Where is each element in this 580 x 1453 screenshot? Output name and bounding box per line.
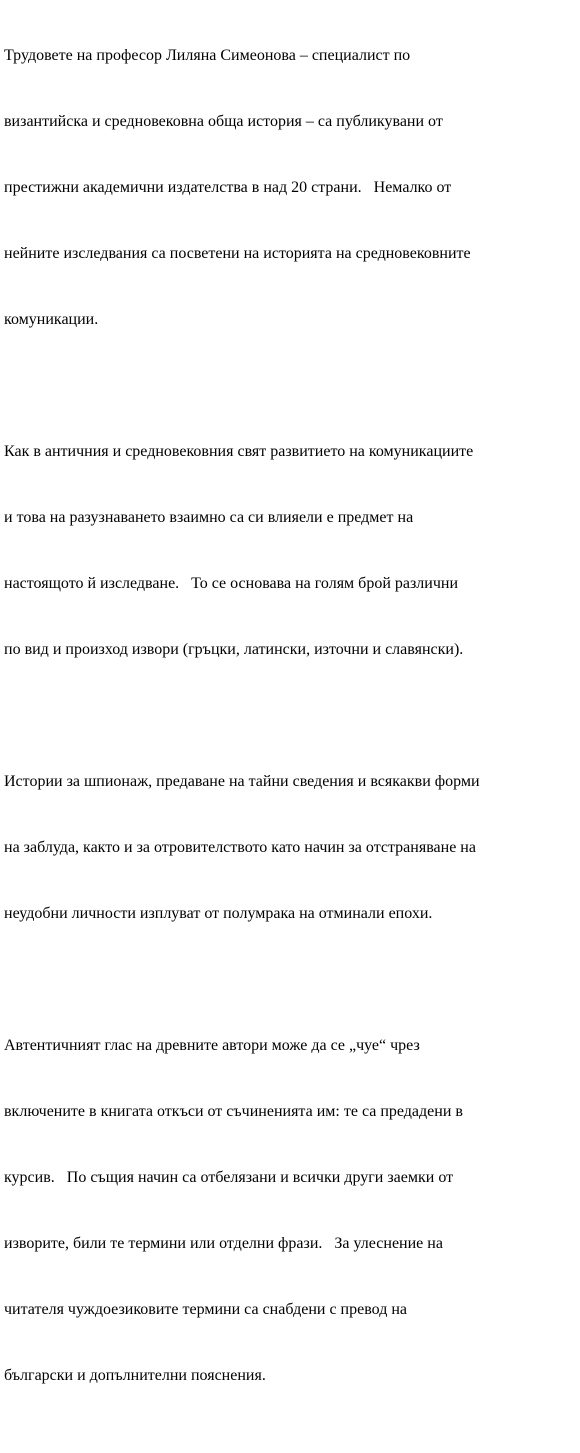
paragraph-research-subject xyxy=(4,397,578,705)
text-line: престижни академични издателства в над 20 страни. Немалко от xyxy=(4,179,452,196)
text-line: Истории за шпионаж, предаване на тайни сведения и всякакви форми xyxy=(4,773,480,790)
text-line: курсив. По същия начин са отбелязани и всички други заемки от xyxy=(4,1169,454,1186)
text-line: комуникации. xyxy=(4,311,99,328)
text-line: български и допълнителни пояснения. xyxy=(4,1367,266,1384)
text-line: настоящото й изследване. То се основава на голям брой различни xyxy=(4,575,459,592)
text-line: и това на разузнаването взаимно са си влияели е предмет на xyxy=(4,509,414,526)
text-line: Трудовете на професор Лиляна Симеонова – специалист по xyxy=(4,47,411,64)
text-line: изворите, били те термини или отделни фрази. За улеснение на xyxy=(4,1235,443,1252)
paragraph-author-intro xyxy=(4,1,578,375)
text-line: византийска и средновековна обща история – са публикувани от xyxy=(4,113,443,130)
text-line: неудобни личности изплуват от полумрака на отминали епохи. xyxy=(4,905,433,922)
text-line: на заблуда, както и за отровителството като начин за отстраняване на xyxy=(4,839,476,856)
text-line: Как в античния и средновековния свят развитието на комуникациите xyxy=(4,443,474,460)
text-line: читателя чуждоезиковите термини са снабдени с превод на xyxy=(4,1301,407,1318)
text-line: по вид и произход извори (гръцки, латински, източни и славянски). xyxy=(4,641,464,658)
paragraph-espionage-stories xyxy=(4,727,578,969)
text-line: Автентичният глас на древните автори може да се „чуе“ чрез xyxy=(4,1037,420,1054)
text-line: нейните изследвания са посветени на историята на средновековните xyxy=(4,245,471,262)
text-line: включените в книгата откъси от съчиненията им: те са предадени в xyxy=(4,1103,463,1120)
document-body xyxy=(4,1,578,1453)
paragraph-authentic-voices xyxy=(4,991,578,1431)
